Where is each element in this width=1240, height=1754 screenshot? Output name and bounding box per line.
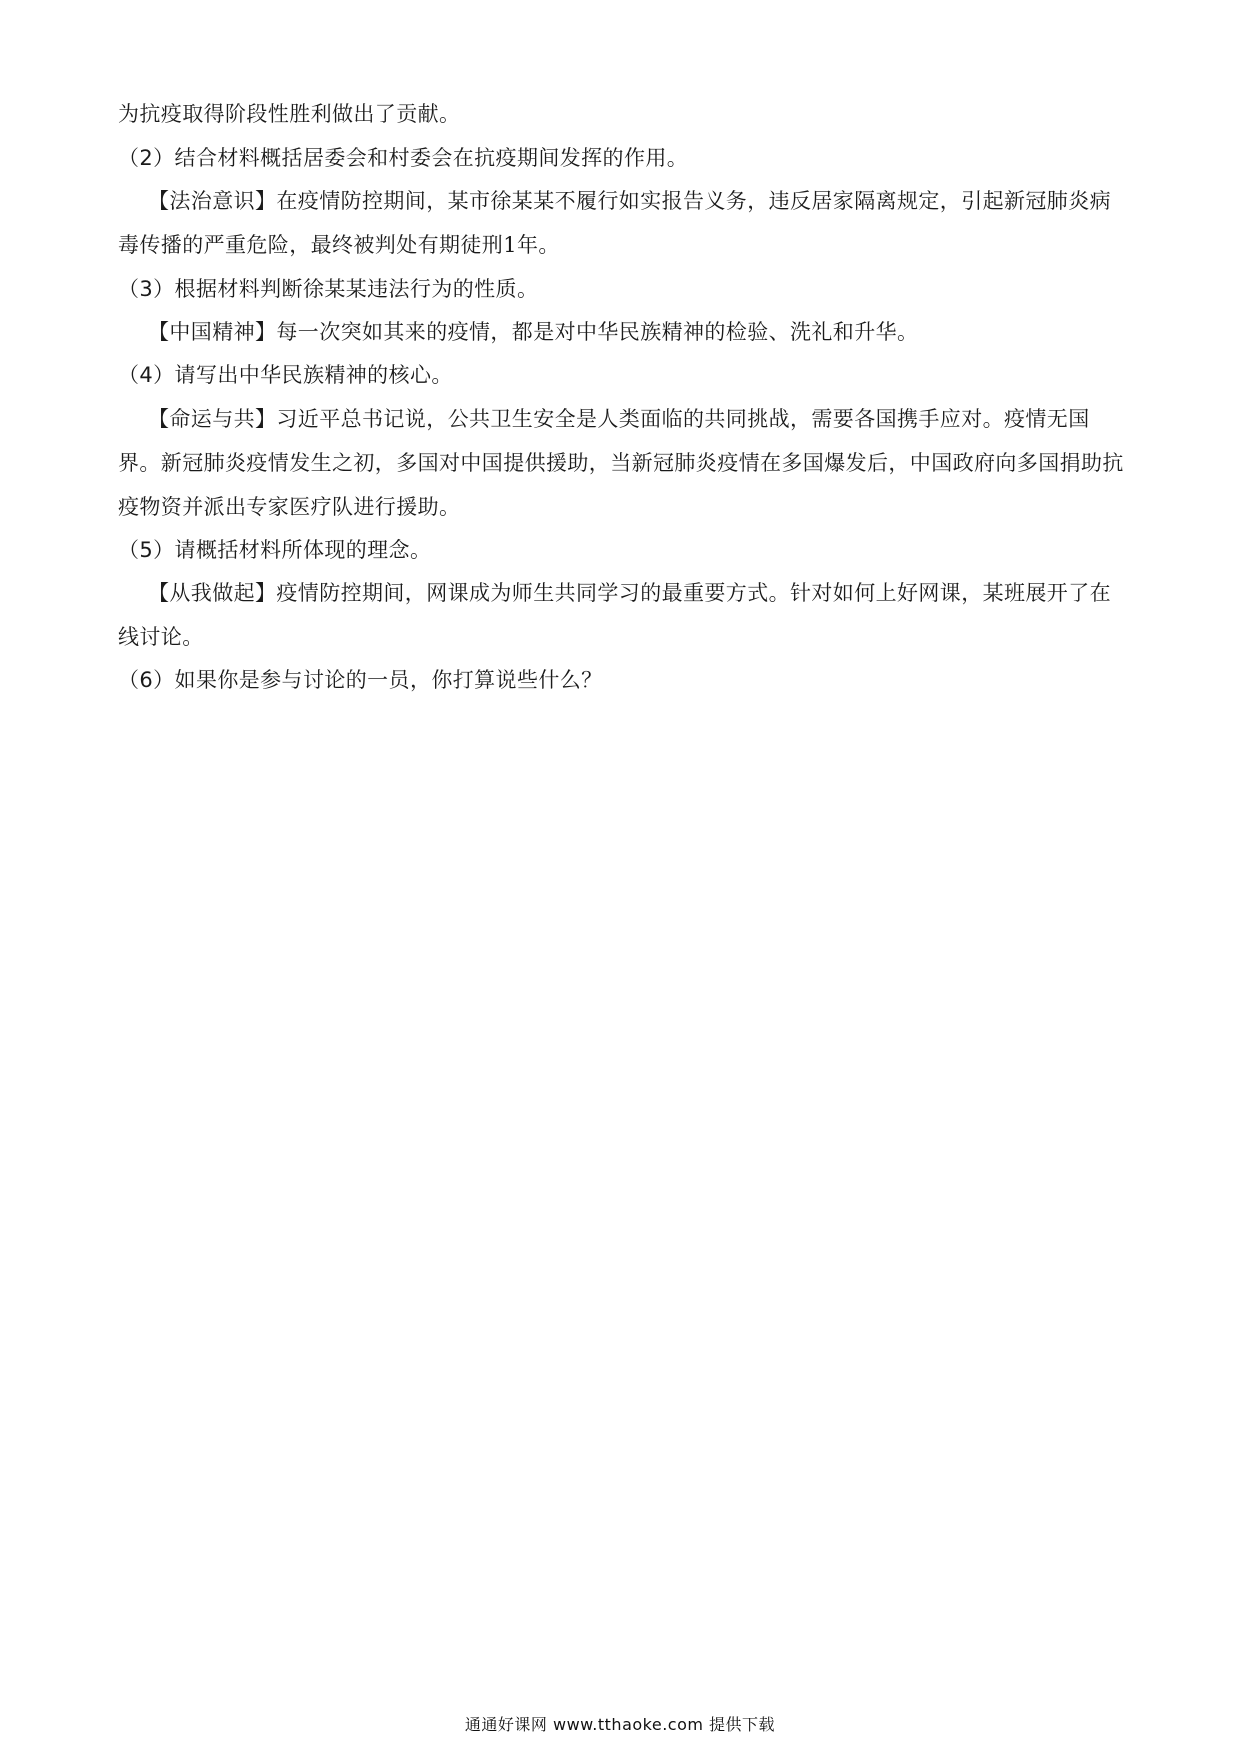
material-text: 习近平总书记说，公共卫生安全是人类面临的共同挑战，需要各国携手应对。疫情无国界。新冠肺炎疫情发生之初，多国对中国提供援助，当新冠肺炎疫情在多国爆发后，中国政府向多国捐助抗疫物资并派出专家医疗队进行援助。	[118, 407, 1124, 519]
material-text: 在疫情防控期间，某市徐某某不履行如实报告义务，违反居家隔离规定，引起新冠肺炎病毒传播的严重危险，最终被判处有期徒刑1年。	[118, 189, 1112, 257]
material-tag: 【中国精神】	[148, 320, 277, 344]
material-legal-awareness	[118, 179, 1128, 267]
material-text: 每一次突如其来的疫情，都是对中华民族精神的检验、洗礼和升华。	[276, 320, 919, 344]
question-5: （5）请概括材料所体现的理念。	[118, 538, 432, 562]
material-continuation	[118, 92, 1128, 136]
continuation-text: 为抗疫取得阶段性胜利做出了贡献。	[118, 102, 461, 126]
material-tag: 【法治意识】	[148, 189, 277, 213]
question-4: （4）请写出中华民族精神的核心。	[118, 363, 453, 387]
material-tag: 【命运与共】	[148, 407, 277, 431]
material-text: 疫情防控期间，网课成为师生共同学习的最重要方式。针对如何上好网课，某班展开了在线讨论。	[118, 581, 1112, 649]
material-shared-destiny	[118, 397, 1128, 529]
page-footer: 通通好课网 www.tthaoke.com 提供下载	[464, 1715, 776, 1734]
material-start-with-me	[118, 571, 1128, 659]
material-chinese-spirit	[118, 310, 1128, 354]
question-3: （3）根据材料判断徐某某违法行为的性质。	[118, 277, 539, 301]
question-2: （2）结合材料概括居委会和村委会在抗疫期间发挥的作用。	[118, 146, 689, 170]
question-6: （6）如果你是参与讨论的一员，你打算说些什么？	[118, 668, 603, 692]
material-tag: 【从我做起】	[148, 581, 277, 605]
